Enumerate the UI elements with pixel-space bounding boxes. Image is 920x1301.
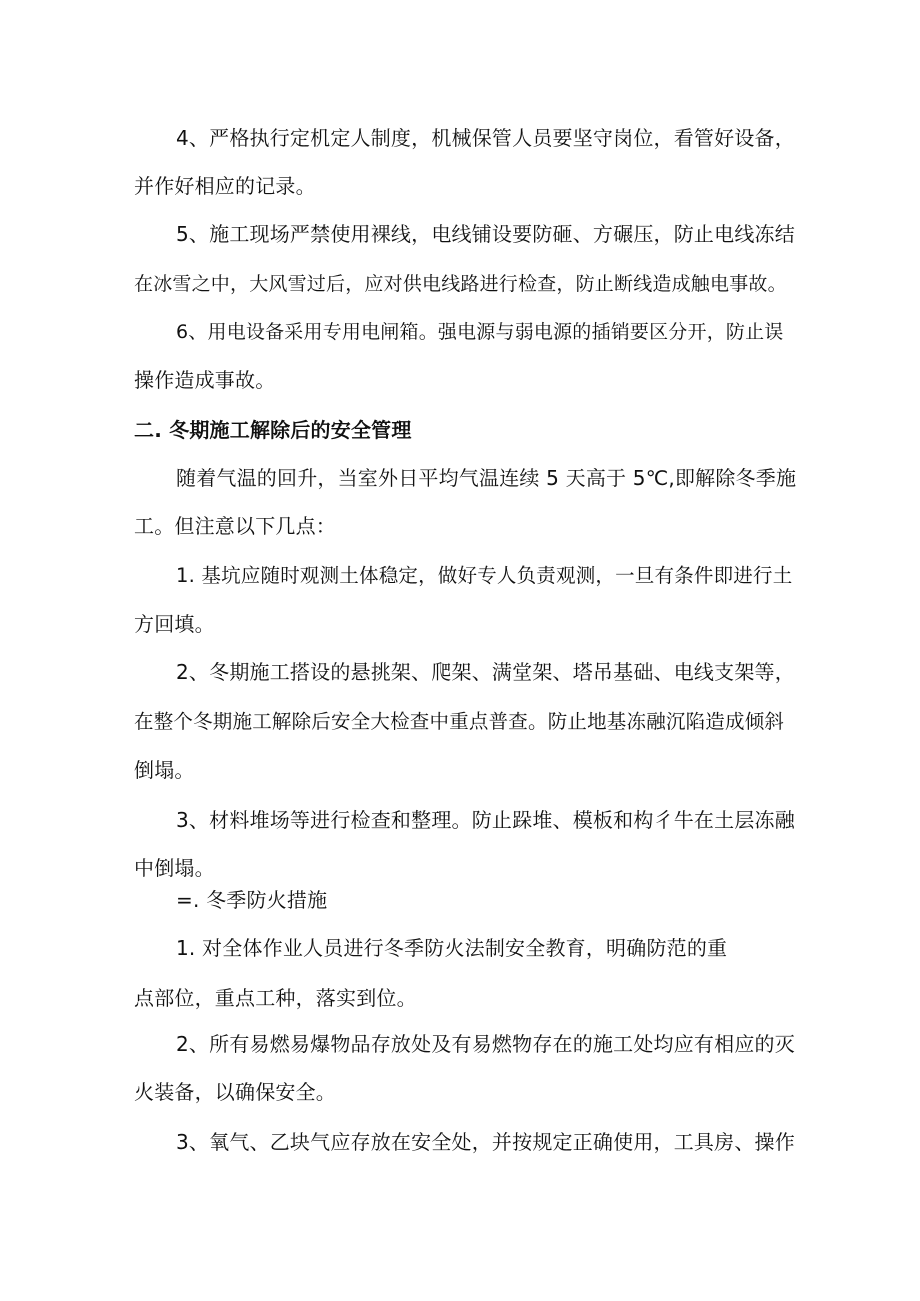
paragraph-line: 方回填。: [134, 612, 215, 636]
paragraph-line: 2、冬期施工搭设的悬挑架、爬架、满堂架、塔吊基础、电线支架等，: [176, 660, 795, 684]
paragraph-line: 在整个冬期施工解除后安全大检查中重点普查。防止地基冻融沉陷造成倾斜: [134, 710, 785, 733]
paragraph-line: 火装备，以确保安全。: [134, 1080, 336, 1104]
section-heading: 二. 冬期施工解除后的安全管理: [134, 418, 412, 442]
paragraph-line: 操作造成事故。: [134, 368, 276, 392]
paragraph-line: 工。但注意以下几点：: [134, 514, 336, 538]
section-heading: =. 冬季防火措施: [176, 888, 328, 912]
paragraph-line: 5、施工现场严禁使用裸线，电线铺设要防砸、方碾压，防止电线冻结: [176, 222, 795, 246]
paragraph-line: 点部位，重点工种，落实到位。: [134, 986, 417, 1010]
paragraph-line: 3、氧气、乙块气应存放在安全处，并按规定正确使用，工具房、操作: [176, 1130, 795, 1154]
paragraph-line: 1. 基坑应随时观测土体稳定，做好专人负责观测，一旦有条件即进行土: [176, 564, 793, 587]
paragraph-line: 倒塌。: [134, 758, 195, 782]
paragraph-line: 中倒塌。: [134, 856, 215, 880]
paragraph-line: 1. 对全体作业人员进行冬季防火法制安全教育，明确防范的重: [176, 936, 728, 960]
paragraph-line: 2、所有易燃易爆物品存放处及有易燃物存在的施工处均应有相应的灭: [176, 1032, 795, 1056]
paragraph-line: 4、严格执行定机定人制度，机械保管人员要坚守岗位，看管好设备，: [176, 126, 795, 150]
paragraph-line: 6、用电设备采用专用电闸箱。强电源与弱电源的插销要区分开，防止误: [176, 321, 784, 343]
paragraph-line: 随着气温的回升，当室外日平均气温连续 5 天高于 5℃,即解除冬季施: [176, 466, 797, 490]
paragraph-line: 在冰雪之中，大风雪过后，应对供电线路进行检查，防止断线造成触电事故。: [134, 273, 787, 295]
paragraph-line: 并作好相应的记录。: [134, 174, 316, 198]
paragraph-line: 3、材料堆场等进行检查和整理。防止跺堆、模板和构彳牛在土层冻融: [176, 808, 795, 832]
